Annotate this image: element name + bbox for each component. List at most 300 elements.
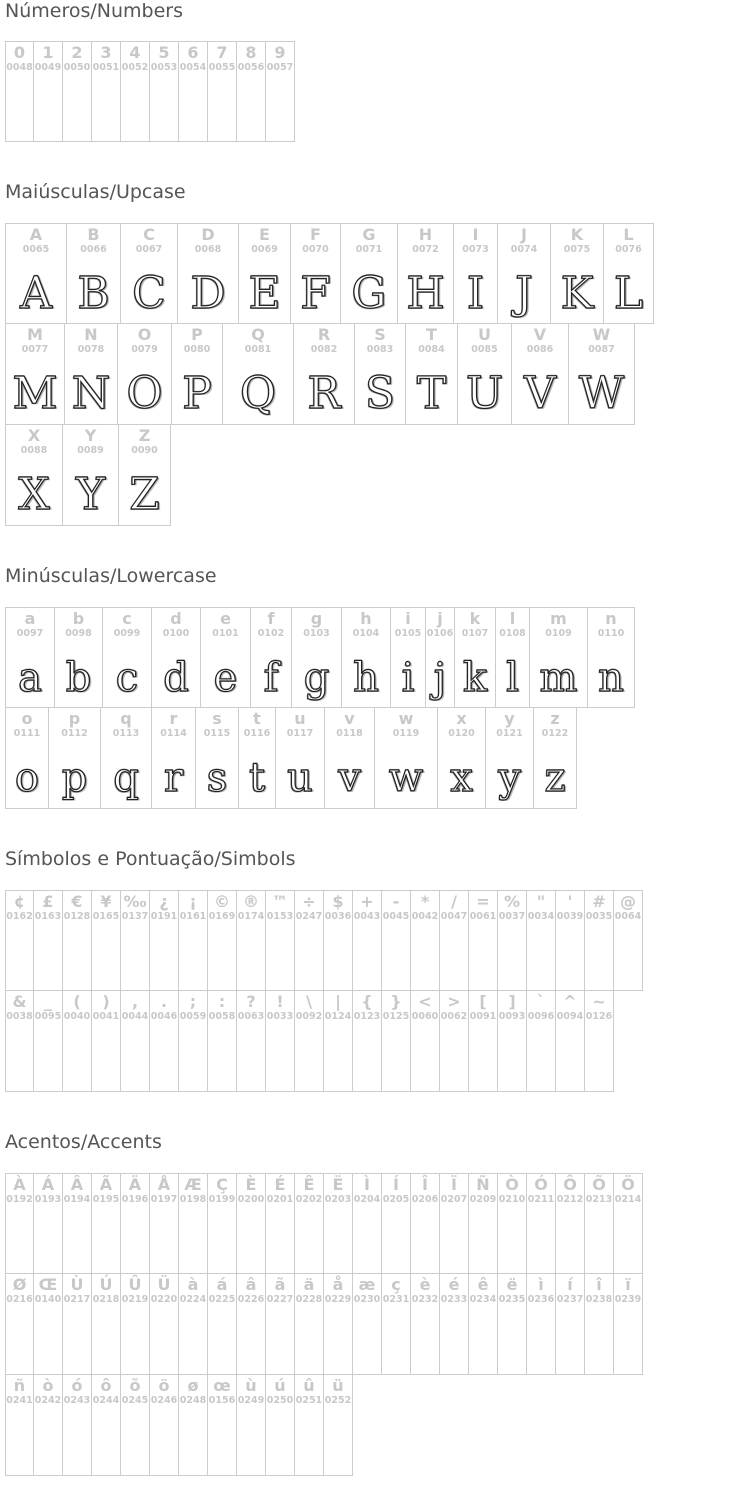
glyph-char-label: " <box>536 892 546 911</box>
glyph-cell <box>266 1274 295 1375</box>
glyph-code-label: 0067 <box>135 244 163 255</box>
glyph-code-label: 0043 <box>353 911 381 922</box>
glyph-char-label: # <box>592 892 606 911</box>
glyph-char-label: ; <box>189 992 197 1011</box>
glyph-char-label: É <box>274 1175 286 1194</box>
glyph-char-label: P <box>191 325 203 344</box>
glyph-char-label: n <box>605 609 617 628</box>
glyph-cell <box>152 607 201 708</box>
glyph-char-label: a <box>24 609 36 628</box>
glyph-cell <box>496 607 530 708</box>
glyph-char-label: F <box>310 225 321 244</box>
glyph-char-label: ® <box>243 892 259 911</box>
glyph-code-label: 0210 <box>498 1194 526 1205</box>
glyph-cell <box>440 991 469 1092</box>
glyph-cell <box>382 1274 411 1375</box>
glyph-code-label: 0115 <box>203 728 231 739</box>
glyph-code-label: 0034 <box>527 911 555 922</box>
glyph-sample: Q <box>239 368 277 419</box>
glyph-cell <box>208 1375 237 1476</box>
glyph-cell <box>295 1375 324 1476</box>
glyph-code-label: 0084 <box>418 344 445 355</box>
glyph-code-label: 0121 <box>496 728 523 739</box>
glyph-cell <box>103 607 152 708</box>
glyph-char-label: | <box>335 992 341 1011</box>
glyph-sample: V <box>524 368 556 419</box>
glyph-cell <box>353 1173 382 1274</box>
glyph-char-label: . <box>160 992 168 1011</box>
glyph-char-label: ò <box>42 1376 54 1395</box>
glyph-cell <box>55 607 103 708</box>
glyph-char-label: Œ <box>38 1275 58 1294</box>
glyph-char-label: Î <box>422 1175 428 1194</box>
glyph-sample: M <box>12 368 58 419</box>
glyph-char-label: Ô <box>563 1175 577 1194</box>
glyph-char-label: u <box>294 709 306 728</box>
glyph-char-label: Ì <box>364 1175 370 1194</box>
glyph-code-label: 0239 <box>614 1294 642 1305</box>
glyph-code-label: 0237 <box>556 1294 584 1305</box>
glyph-sample: j <box>433 655 447 701</box>
glyph-code-label: 0044 <box>121 1011 149 1022</box>
glyph-code-label: 0226 <box>237 1294 265 1305</box>
glyph-code-label: 0200 <box>237 1194 265 1205</box>
glyph-code-label: 0088 <box>20 445 48 456</box>
glyph-char-label: G <box>362 225 376 244</box>
glyph-code-label: 0163 <box>34 911 62 922</box>
glyph-code-label: 0076 <box>615 244 642 255</box>
glyph-cell <box>391 607 426 708</box>
glyph-row <box>5 708 635 809</box>
glyph-code-label: 0073 <box>462 244 489 255</box>
glyph-cell <box>291 223 341 324</box>
glyph-code-label: 0117 <box>286 728 314 739</box>
glyph-code-label: 0111 <box>13 728 41 739</box>
glyph-code-label: 0095 <box>34 1011 62 1022</box>
glyph-char-label: @ <box>620 892 636 911</box>
glyph-code-label: 0109 <box>545 628 572 639</box>
glyph-char-label: H <box>418 225 433 244</box>
glyph-char-label: Ü <box>157 1275 171 1294</box>
glyph-sample: A <box>20 268 52 319</box>
glyph-char-label: ù <box>245 1376 257 1395</box>
glyph-char-label: Ò <box>505 1175 519 1194</box>
glyph-cell <box>614 890 643 991</box>
glyph-code-label: 0230 <box>353 1294 381 1305</box>
glyph-cell <box>150 1375 179 1476</box>
glyph-row <box>5 1274 643 1375</box>
glyph-char-label: á <box>216 1275 228 1294</box>
glyph-code-label: 0051 <box>92 62 120 73</box>
glyph-code-label: 0243 <box>63 1395 91 1406</box>
glyph-code-label: 0105 <box>394 628 422 639</box>
glyph-char-label: ? <box>246 992 256 1011</box>
glyph-code-label: 0056 <box>237 62 265 73</box>
glyph-char-label: Á <box>41 1175 55 1194</box>
glyph-cell <box>5 1173 34 1274</box>
glyph-sample: o <box>14 755 40 801</box>
glyph-char-label: ë <box>506 1275 518 1294</box>
glyph-cell <box>382 1173 411 1274</box>
glyph-cell <box>324 1375 353 1476</box>
glyph-code-label: 0089 <box>77 445 104 456</box>
glyph-cell <box>172 324 223 425</box>
glyph-char-label: z <box>550 709 560 728</box>
glyph-char-label: M <box>27 325 43 344</box>
glyph-cell <box>512 324 569 425</box>
glyph-code-label: 0207 <box>440 1194 468 1205</box>
glyph-char-label: j <box>437 609 443 628</box>
glyph-cell <box>150 991 179 1092</box>
glyph-cell <box>411 991 440 1092</box>
glyph-cell <box>67 223 121 324</box>
glyph-char-label: [ <box>479 992 487 1011</box>
glyph-cell <box>178 223 239 324</box>
glyph-code-label: 0033 <box>266 1011 294 1022</box>
glyph-cell <box>527 1173 556 1274</box>
glyph-cell <box>239 708 276 809</box>
glyph-cell <box>527 991 556 1092</box>
glyph-cell <box>179 991 208 1092</box>
glyph-cell <box>121 41 150 142</box>
glyph-char-label: T <box>426 325 437 344</box>
glyph-cell <box>556 1173 585 1274</box>
glyph-cell <box>398 223 454 324</box>
glyph-cell <box>179 41 208 142</box>
glyph-code-label: 0212 <box>556 1194 584 1205</box>
glyph-code-label: 0191 <box>150 911 178 922</box>
glyph-char-label: ) <box>102 992 110 1011</box>
glyph-cell <box>355 324 406 425</box>
glyph-code-label: 0202 <box>295 1194 323 1205</box>
glyph-cell <box>324 1274 353 1375</box>
glyph-char-label: N <box>84 325 98 344</box>
glyph-char-label: ô <box>100 1376 112 1395</box>
section-title-symbols: Símbolos e Pontuação/Simbols <box>5 848 296 870</box>
glyph-row <box>5 1173 643 1274</box>
glyph-char-label: Ú <box>99 1275 113 1294</box>
glyph-sample: L <box>613 268 644 319</box>
glyph-cell <box>458 324 512 425</box>
glyph-cell <box>179 1173 208 1274</box>
lowercase-grid <box>5 607 635 809</box>
glyph-char-label: A <box>29 225 43 244</box>
glyph-code-label: 0050 <box>63 62 91 73</box>
glyph-cell <box>121 1173 150 1274</box>
glyph-char-label: û <box>303 1376 315 1395</box>
glyph-code-label: 0233 <box>440 1294 468 1305</box>
glyph-char-label: K <box>570 225 584 244</box>
glyph-cell <box>92 991 121 1092</box>
glyph-row <box>5 991 643 1092</box>
glyph-cell <box>208 1173 237 1274</box>
glyph-code-label: 0104 <box>352 628 380 639</box>
glyph-cell <box>411 1173 440 1274</box>
glyph-cell <box>469 890 498 991</box>
glyph-code-label: 0169 <box>208 911 236 922</box>
glyph-cell <box>237 1375 266 1476</box>
glyph-cell <box>325 708 375 809</box>
glyph-code-label: 0039 <box>556 911 584 922</box>
glyph-code-label: 0140 <box>34 1294 62 1305</box>
glyph-cell <box>63 890 92 991</box>
glyph-code-label: 0075 <box>563 244 591 255</box>
glyph-cell <box>353 890 382 991</box>
glyph-cell <box>34 1375 63 1476</box>
glyph-code-label: 0063 <box>237 1011 265 1022</box>
glyph-cell <box>498 223 551 324</box>
glyph-cell <box>152 708 196 809</box>
glyph-code-label: 0049 <box>34 62 62 73</box>
glyph-char-label: 2 <box>71 43 83 62</box>
glyph-cell <box>121 223 178 324</box>
glyph-char-label: C <box>143 225 155 244</box>
glyph-sample: f <box>263 655 279 701</box>
glyph-cell <box>179 1274 208 1375</box>
glyph-code-label: 0082 <box>310 344 338 355</box>
glyph-char-label: 5 <box>158 43 170 62</box>
glyph-code-label: 0094 <box>556 1011 584 1022</box>
glyph-char-label: - <box>392 892 400 911</box>
glyph-sample: d <box>163 655 189 701</box>
glyph-code-label: 0227 <box>266 1294 294 1305</box>
glyph-sample: u <box>287 755 313 801</box>
glyph-cell <box>551 223 604 324</box>
glyph-cell <box>469 1274 498 1375</box>
glyph-code-label: 0058 <box>208 1011 236 1022</box>
glyph-code-label: 0112 <box>61 728 88 739</box>
glyph-row <box>5 41 295 142</box>
glyph-code-label: 0244 <box>92 1395 120 1406</box>
glyph-cell <box>375 708 438 809</box>
glyph-char-label: Ä <box>128 1175 142 1194</box>
glyph-code-label: 0085 <box>471 344 498 355</box>
glyph-char-label: ó <box>71 1376 83 1395</box>
glyph-code-label: 0102 <box>257 628 285 639</box>
glyph-sample: R <box>307 368 341 419</box>
glyph-code-label: 0074 <box>510 244 538 255</box>
glyph-cell <box>5 1274 34 1375</box>
glyph-code-label: 0192 <box>6 1194 33 1205</box>
glyph-cell <box>5 425 63 526</box>
glyph-code-label: 0214 <box>614 1194 642 1205</box>
glyph-code-label: 0046 <box>150 1011 178 1022</box>
glyph-char-label: 1 <box>42 43 54 62</box>
glyph-code-label: 0198 <box>179 1194 207 1205</box>
glyph-sample: y <box>498 755 521 801</box>
glyph-code-label: 0196 <box>121 1194 149 1205</box>
glyph-cell <box>34 890 63 991</box>
glyph-cell <box>604 223 654 324</box>
glyph-char-label: 4 <box>129 43 141 62</box>
glyph-char-label: ' <box>567 892 573 911</box>
glyph-code-label: 0048 <box>6 62 33 73</box>
glyph-cell <box>341 223 398 324</box>
glyph-char-label: / <box>451 892 457 911</box>
glyph-code-label: 0124 <box>324 1011 352 1022</box>
glyph-char-label: Í <box>393 1175 399 1194</box>
glyph-char-label: Â <box>70 1175 84 1194</box>
glyph-code-label: 0106 <box>426 628 454 639</box>
glyph-cell <box>5 991 34 1092</box>
glyph-code-label: 0101 <box>212 628 239 639</box>
glyph-cell <box>5 1375 34 1476</box>
glyph-cell <box>121 1375 150 1476</box>
glyph-cell <box>324 991 353 1092</box>
glyph-cell <box>411 890 440 991</box>
glyph-char-label: D <box>201 225 215 244</box>
glyph-code-label: 0118 <box>336 728 363 739</box>
glyph-char-label: B <box>87 225 100 244</box>
glyph-char-label: \ <box>306 992 312 1011</box>
upcase-grid <box>5 223 654 526</box>
glyph-code-label: 0195 <box>92 1194 120 1205</box>
glyph-char-label: Õ <box>592 1175 606 1194</box>
glyph-char-label: k <box>469 609 481 628</box>
glyph-cell <box>469 991 498 1092</box>
glyph-char-label: b <box>72 609 85 628</box>
glyph-sample: W <box>578 368 625 419</box>
glyph-cell <box>101 708 152 809</box>
glyph-char-label: c <box>122 609 132 628</box>
glyph-cell <box>5 41 34 142</box>
glyph-char-label: y <box>504 709 515 728</box>
glyph-cell <box>150 1173 179 1274</box>
glyph-cell <box>440 1173 469 1274</box>
glyph-char-label: q <box>120 709 132 728</box>
glyph-char-label: Ã <box>99 1175 113 1194</box>
glyph-code-label: 0165 <box>92 911 120 922</box>
glyph-sample: J <box>515 268 533 319</box>
glyph-cell <box>588 607 635 708</box>
glyph-code-label: 0036 <box>324 911 352 922</box>
glyph-char-label: î <box>596 1275 602 1294</box>
glyph-char-label: ^ <box>563 992 577 1011</box>
glyph-char-label: à <box>187 1275 199 1294</box>
glyph-row <box>5 1375 643 1476</box>
glyph-cell <box>150 890 179 991</box>
glyph-char-label: 8 <box>245 43 257 62</box>
glyph-code-label: 0128 <box>63 911 91 922</box>
glyph-char-label: s <box>212 709 222 728</box>
glyph-code-label: 0099 <box>113 628 141 639</box>
glyph-char-label: v <box>344 709 355 728</box>
glyph-char-label: ÷ <box>302 892 316 911</box>
glyph-cell <box>92 890 121 991</box>
glyph-sample: a <box>18 655 42 701</box>
glyph-cell <box>63 1274 92 1375</box>
section-title-lowercase: Minúsculas/Lowercase <box>5 565 217 587</box>
glyph-row <box>5 425 654 526</box>
glyph-char-label: € <box>71 892 83 911</box>
glyph-code-label: 0205 <box>382 1194 410 1205</box>
glyph-char-label: å <box>332 1275 344 1294</box>
glyph-char-label: O <box>137 325 152 344</box>
glyph-code-label: 0249 <box>237 1395 265 1406</box>
glyph-code-label: 0217 <box>63 1294 91 1305</box>
glyph-cell <box>208 991 237 1092</box>
glyph-code-label: 0040 <box>63 1011 91 1022</box>
glyph-sample: h <box>353 655 379 701</box>
glyph-char-label: % <box>503 892 521 911</box>
glyph-cell <box>527 1274 556 1375</box>
glyph-char-label: í <box>567 1275 573 1294</box>
glyph-char-label: ú <box>274 1376 286 1395</box>
glyph-char-label: è <box>419 1275 431 1294</box>
glyph-cell <box>292 607 342 708</box>
accents-grid <box>5 1173 643 1476</box>
glyph-code-label: 0091 <box>469 1011 497 1022</box>
glyph-char-label: d <box>170 609 182 628</box>
glyph-code-label: 0211 <box>527 1194 555 1205</box>
glyph-char-label: ö <box>158 1376 170 1395</box>
glyph-cell <box>342 607 391 708</box>
glyph-code-label: 0081 <box>244 344 272 355</box>
glyph-code-label: 0236 <box>527 1294 555 1305</box>
glyph-cell <box>121 991 150 1092</box>
glyph-cell <box>63 425 119 526</box>
glyph-char-label: X <box>27 426 41 445</box>
glyph-sample: s <box>206 755 228 801</box>
glyph-cell <box>498 1173 527 1274</box>
glyph-cell <box>585 1173 614 1274</box>
glyph-char-label: L <box>623 225 634 244</box>
glyph-char-label: * <box>420 892 430 911</box>
glyph-char-label: { <box>361 992 373 1011</box>
glyph-code-label: 0229 <box>324 1294 352 1305</box>
glyph-sample: e <box>213 655 238 701</box>
glyph-code-label: 0054 <box>179 62 207 73</box>
glyph-char-label: é <box>448 1275 460 1294</box>
glyph-code-label: 0092 <box>295 1011 323 1022</box>
glyph-code-label: 0241 <box>6 1395 33 1406</box>
glyph-cell <box>5 607 55 708</box>
glyph-code-label: 0065 <box>22 244 50 255</box>
glyph-char-label: S <box>374 325 386 344</box>
glyph-sample: n <box>598 655 624 701</box>
glyph-code-label: 0055 <box>208 62 236 73</box>
glyph-char-label: Ñ <box>476 1175 490 1194</box>
glyph-cell <box>498 890 527 991</box>
glyph-char-label: ] <box>508 992 516 1011</box>
glyph-char-label: I <box>472 225 479 244</box>
glyph-code-label: 0098 <box>65 628 92 639</box>
glyph-code-label: 0203 <box>324 1194 352 1205</box>
glyph-code-label: 0161 <box>179 911 207 922</box>
glyph-char-label: i <box>405 609 411 628</box>
glyph-sample: P <box>182 368 212 419</box>
glyph-char-label: ä <box>303 1275 315 1294</box>
glyph-char-label: , <box>131 992 139 1011</box>
glyph-cell <box>585 1274 614 1375</box>
glyph-char-label: ê <box>477 1275 489 1294</box>
glyph-code-label: 0068 <box>194 244 222 255</box>
glyph-cell <box>251 607 292 708</box>
glyph-row <box>5 223 654 324</box>
glyph-char-label: ~ <box>592 992 606 1011</box>
glyph-code-label: 0206 <box>411 1194 439 1205</box>
glyph-code-label: 0052 <box>121 62 149 73</box>
glyph-char-label: œ <box>213 1376 231 1395</box>
glyph-code-label: 0080 <box>183 344 211 355</box>
glyph-char-label: ` <box>537 992 545 1011</box>
glyph-code-label: 0235 <box>498 1294 526 1305</box>
glyph-code-label: 0047 <box>440 911 468 922</box>
glyph-code-label: 0116 <box>243 728 271 739</box>
glyph-char-label: Ï <box>451 1175 457 1194</box>
glyph-sample: B <box>77 268 110 319</box>
glyph-char-label: Û <box>128 1275 142 1294</box>
